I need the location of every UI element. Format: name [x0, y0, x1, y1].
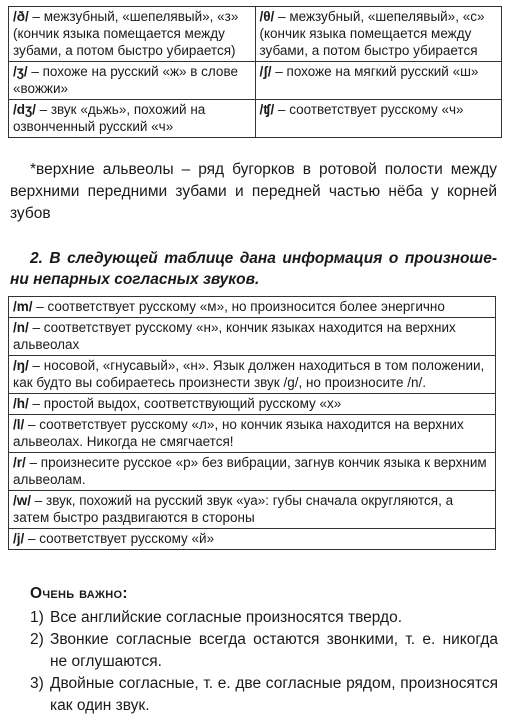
phoneme-symbol: /n/	[13, 320, 29, 335]
table-cell	[9, 100, 256, 138]
rule-item	[30, 673, 498, 717]
rule-number: 1)	[30, 609, 44, 626]
table-cell	[9, 453, 496, 491]
phoneme-description: – соответствует русскому «й»	[24, 531, 215, 546]
phoneme-description: – простой выдох, соответствующий русскому «х»	[28, 396, 342, 411]
phoneme-symbol: /r/	[13, 455, 26, 470]
table-row	[9, 356, 496, 394]
important-title: Очень важно:	[30, 585, 128, 602]
table-row	[9, 297, 496, 318]
unpaired-consonants-table	[8, 296, 496, 550]
table-cell	[9, 415, 496, 453]
table-cell	[9, 7, 256, 62]
phoneme-symbol: /ʧ/	[259, 102, 275, 117]
rule-number: 3)	[30, 675, 44, 692]
phoneme-description: – носовой, «гнусавый», «н». Язык должен находиться в том положении, как будто вы собираетесь произнести звук /g/, но произносите /n/.	[13, 358, 485, 390]
table-cell	[9, 394, 496, 415]
table-row	[9, 100, 502, 138]
phoneme-description: – соответствует русскому «м», но произносится более энергично	[32, 299, 445, 314]
table-cell	[255, 100, 502, 138]
rule-item	[30, 607, 498, 629]
table-cell	[9, 297, 496, 318]
phoneme-description: – соответствует русскому «ч»	[274, 102, 464, 117]
footnote-paragraph: *верхние альвеолы – ряд бугорков в ротовой полости между верхними передними зубами и передней частью нёба у корней зубов	[10, 161, 497, 222]
table-row	[9, 529, 496, 550]
paired-consonants-table	[8, 6, 502, 138]
rule-text: Все английские согласные произносятся твердо.	[50, 609, 402, 626]
phoneme-symbol: /θ/	[259, 9, 275, 24]
rule-text: Звонкие согласные всегда остаются звонкими, т. е. никогда не оглушаются.	[50, 631, 498, 670]
table-row	[9, 394, 496, 415]
rule-text: Двойные согласные, т. е. две согласные рядом, произносятся как один звук.	[50, 675, 498, 714]
phoneme-description: – похоже на мягкий русский «ш»	[271, 64, 479, 79]
table-cell	[255, 62, 502, 100]
table-row	[9, 415, 496, 453]
table-cell	[9, 318, 496, 356]
phoneme-symbol: /w/	[13, 493, 32, 508]
phoneme-description: – межзубный, «шепелявый», «с» (кончик языка помещается между зубами, а потом быстро убирается	[259, 9, 485, 58]
phoneme-symbol: /j/	[13, 531, 25, 546]
phoneme-description: – звук «дьжь», похожий на озвонченный русский «ч»	[13, 102, 206, 134]
table-cell	[9, 491, 496, 529]
phoneme-description: – произнесите русское «р» без вибрации, загнув кончик языка к верхним альвеолам.	[13, 455, 487, 487]
phoneme-symbol: /m/	[13, 299, 33, 314]
important-rules-list	[30, 607, 498, 717]
phoneme-description: – соответствует русскому «н», кончик языках находится на верхних альвеолах	[13, 320, 456, 352]
phoneme-symbol: /h/	[13, 396, 29, 411]
phoneme-description: – звук, похожий на русский звук «уа»: губы сначала округляются, а затем быстро раздвигаются в стороны	[13, 493, 454, 525]
section-heading: 2. В следующей таблице дана информация о произноше-ни непарных согласных звуков.	[10, 250, 497, 288]
phoneme-description: – похоже на русский «ж» в слове «вожжи»	[13, 64, 238, 96]
phoneme-description: – соответствует русскому «л», но кончик языка находится на верхних альвеолах. Никогда не смягчается!	[13, 417, 464, 449]
table-row	[9, 62, 502, 100]
phoneme-symbol: /ŋ/	[13, 358, 29, 373]
phoneme-symbol: /ʃ/	[259, 64, 272, 79]
table-cell	[9, 529, 496, 550]
phoneme-symbol: /ð/	[13, 9, 29, 24]
phoneme-description: – межзубный, «шепелявый», «з» (кончик языка помещается между зубами, а потом быстро убирается)	[13, 9, 239, 58]
table-cell	[9, 356, 496, 394]
table-row	[9, 318, 496, 356]
phoneme-symbol: /ʒ/	[13, 64, 28, 79]
table-row	[9, 491, 496, 529]
table-row	[9, 453, 496, 491]
rule-number: 2)	[30, 631, 44, 648]
table-row	[9, 7, 502, 62]
rule-item	[30, 629, 498, 673]
table-cell	[255, 7, 502, 62]
phoneme-symbol: /l/	[13, 417, 25, 432]
phoneme-symbol: /dʒ/	[13, 102, 36, 117]
table-cell	[9, 62, 256, 100]
